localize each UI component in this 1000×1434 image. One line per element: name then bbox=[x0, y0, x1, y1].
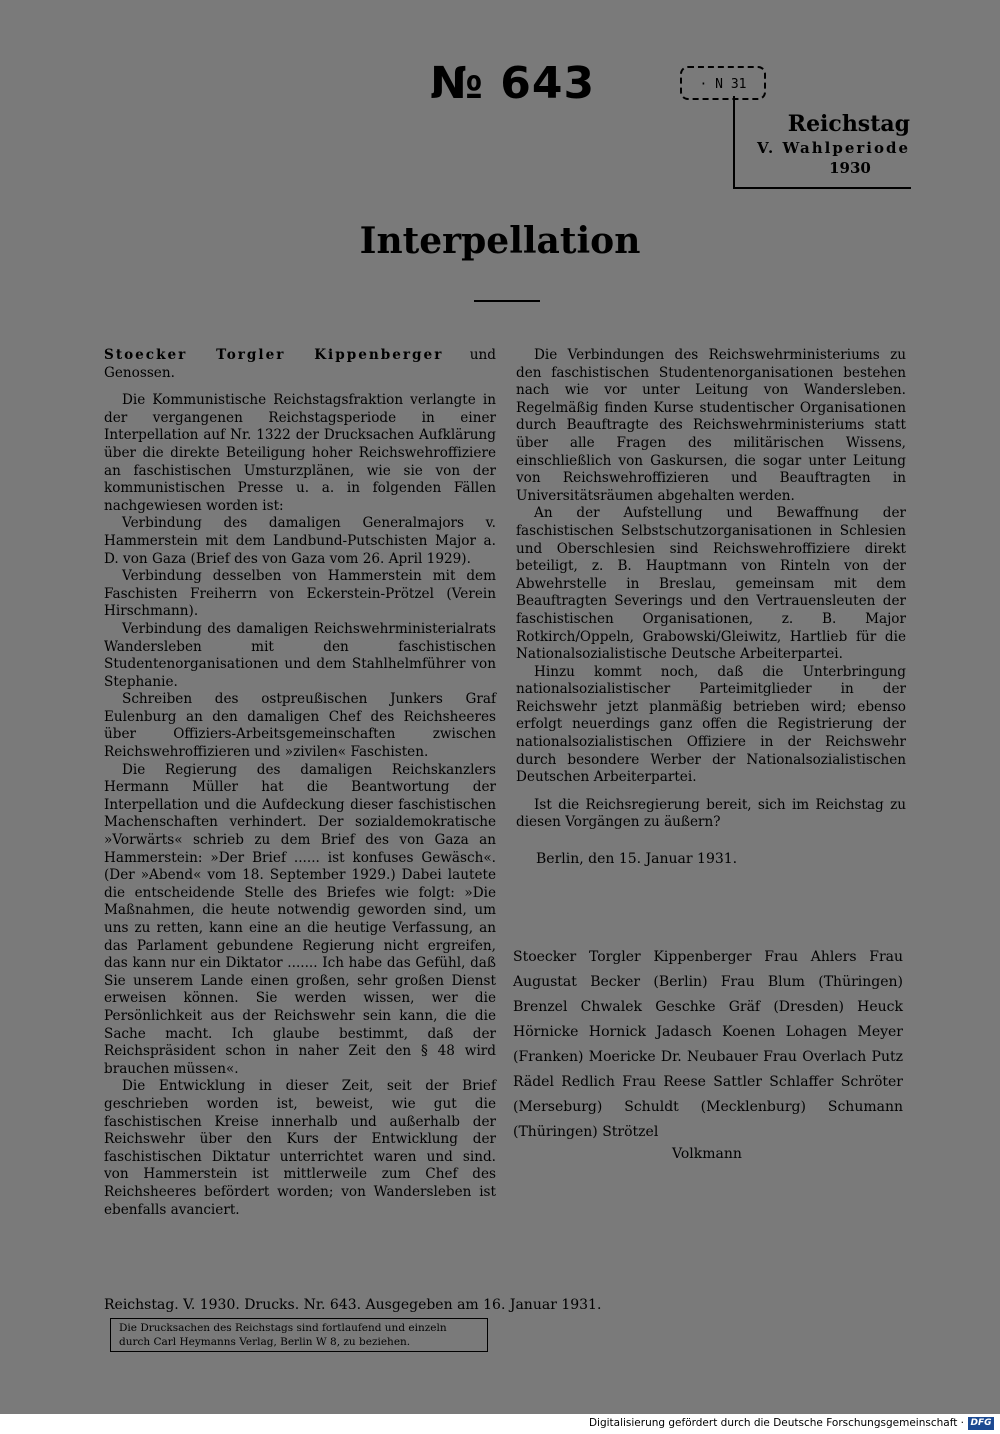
document-number: № 643 bbox=[430, 58, 596, 109]
question-paragraph: Ist die Reichsregierung bereit, sich im Reichstag zu diesen Vorgängen zu äußern? bbox=[516, 796, 906, 831]
paragraph: Die Entwicklung in dieser Zeit, seit der Brief geschrieben worden ist, beweist, wie gut die faschistischen Kreise innerhalb und außerhalb der Reichswehr über den Kurs der Entwicklung der faschistischen Diktatur unterrichtet waren und sind. von Hammerstein ist mittlerweile zum Chef des Reichsheeres befördert worden; von Wandersleben ist ebenfalls avanciert. bbox=[104, 1078, 496, 1218]
paragraph: Verbindung des damaligen Reichswehrministerialrats Wandersleben mit den faschistischen Studentenorganisationen und dem Stahlhelmführer von Stephanie. bbox=[104, 620, 496, 690]
dfg-logo-icon: DFG bbox=[968, 1417, 994, 1430]
year-label: 1930 bbox=[829, 159, 871, 177]
footer-line: Reichstag. V. 1930. Drucks. Nr. 643. Ausgegeben am 16. Januar 1931. bbox=[104, 1297, 602, 1313]
paragraph: Hinzu kommt noch, daß die Unterbringung nationalsozialistischer Parteimitglieder in der Reichswehr jetzt planmäßig betrieben wird; ebenso erfolgt neuerdings ganz offen die Registrierung der nationalsozialistischen Offiziere in der Reichswehr durch besondere Werber der Nationalsozialistischen Deutschen Arbeiterpartei. bbox=[516, 663, 906, 786]
header-rule-horizontal bbox=[733, 187, 911, 189]
paragraph: Die Verbindungen des Reichswehrministeriums zu den faschistischen Studentenorganisationen bestehen nach wie vor unter Leitung von Wandersleben. Regelmäßig finden Kurse studentischer Organisationen durch Beauftragte des Reichswehrministeriums statt über alle Fragen des militärischen Wissens, einschließlich von Gaskursen, die sogar unter Leitung von Reichswehroffizieren und Beauftragten in Universitätsräumen abgehalten werden. bbox=[516, 347, 906, 504]
document-title: Interpellation bbox=[359, 220, 641, 262]
reichstag-label: Reichstag bbox=[787, 111, 910, 137]
funding-credit: Digitalisierung gefördert durch die Deutsche Forschungsgemeinschaft · bbox=[588, 1417, 964, 1429]
paragraph: Die Kommunistische Reichstagsfraktion verlangte in der vergangenen Reichstagsperiode in einer Interpellation auf Nr. 1322 der Drucksachen Aufklärung über die direkte Beteiligung hoher Reichswehroffiziere an faschistischen Umsturzplänen, wie sie von der kommunistischen Presse u. a. in folgenden Fällen nachgewiesen worden ist: bbox=[104, 392, 496, 514]
archive-stamp: · N 31 bbox=[680, 66, 766, 100]
last-signatory: Volkmann bbox=[672, 1146, 742, 1162]
header-rule-vertical bbox=[733, 96, 735, 188]
right-column bbox=[516, 347, 906, 832]
authors-suffix: und Genossen. bbox=[104, 347, 496, 381]
publisher-note-box: Die Drucksachen des Reichstags sind fortlaufend und einzeln durch Carl Heymanns Verlag, Berlin W 8, zu beziehen. bbox=[110, 1318, 488, 1352]
left-column bbox=[104, 347, 496, 1219]
paragraph: Schreiben des ostpreußischen Junkers Graf Eulenburg an den damaligen Chef des Reichsheeres über Offiziers-Arbeitsgemeinschaften zwischen Reichswehroffizieren und »zivilen« Faschisten. bbox=[104, 691, 496, 761]
authors-line bbox=[104, 347, 496, 382]
place-date: Berlin, den 15. Januar 1931. bbox=[536, 851, 738, 867]
paragraph: An der Aufstellung und Bewaffnung der faschistischen Selbstschutzorganisationen in Schlesien und Oberschlesien sind Reichswehroffiziere direkt beteiligt, z. B. Hauptmann von Rinteln von der Abwehrstelle in Breslau, gemeinsam mit dem Beauftragten Severings und den Vertrauensleuten der faschistischen Organisationen, z. B. Major Rotkirch/Oppeln, Grabowski/Gleiwitz, Hartlieb für die Nationalsozialistische Deutsche Arbeiterpartei. bbox=[516, 505, 906, 663]
header-block bbox=[740, 110, 910, 178]
paragraph: Verbindung desselben von Hammerstein mit dem Faschisten Freiherrn von Eckerstein-Prötzel (Verein Hirschmann). bbox=[104, 568, 496, 620]
paragraph: Verbindung des damaligen Generalmajors v. Hammerstein mit dem Landbund-Putschisten Major a. D. von Gaza (Brief des von Gaza vom 26. April 1929). bbox=[104, 515, 496, 567]
authors: Stoecker Torgler Kippenberger bbox=[104, 347, 444, 363]
period-label: V. Wahlperiode bbox=[757, 139, 910, 157]
signatories: Stoecker Torgler Kippenberger Frau Ahlers Frau Augustat Becker (Berlin) Frau Blum (Thüringen) Brenzel Chwalek Geschke Gräf (Dresden) Heuck Hörnicke Hornick Jadasch Koenen Lohagen Meyer (Franken) Moericke Dr. Neubauer Frau Overlach Putz Rädel Redlich Frau Reese Sattler Schlaffer Schröter (Merseburg) Schuldt (Mecklenburg) Schumann (Thüringen) Strötzel bbox=[513, 949, 903, 1140]
paragraph: Die Regierung des damaligen Reichskanzlers Hermann Müller hat die Beantwortung der Interpellation und die Aufdeckung dieser faschistischen Machenschaften verhindert. Der sozialdemokratische »Vorwärts« schrieb zu dem Brief des von Gaza an Hammerstein: »Der Brief ...... ist konfuses Gewäsch«. (Der »Abend« vom 18. September 1929.) Dabei lautete die entscheidende Stelle des Briefes wie folgt: »Die Maßnahmen, die heute notwendig geworden sind, um uns zu retten, kann eine an die heutige Verfassung, an das Parlament gebundene Regierung nicht ergreifen, das kann nur ein Diktator ....... Ich habe das Gefühl, daß Sie unserem Lande einen großen, sehr großen Dienst erweisen können. Sie werden wissen, wer die Persönlichkeit aus der Reichswehr sein kann, die die Sache macht. Ich glaube bestimmt, daß der Reichspräsident schon in naher Zeit den § 48 wird brauchen müssen«. bbox=[104, 761, 496, 1077]
title-rule bbox=[474, 300, 540, 302]
